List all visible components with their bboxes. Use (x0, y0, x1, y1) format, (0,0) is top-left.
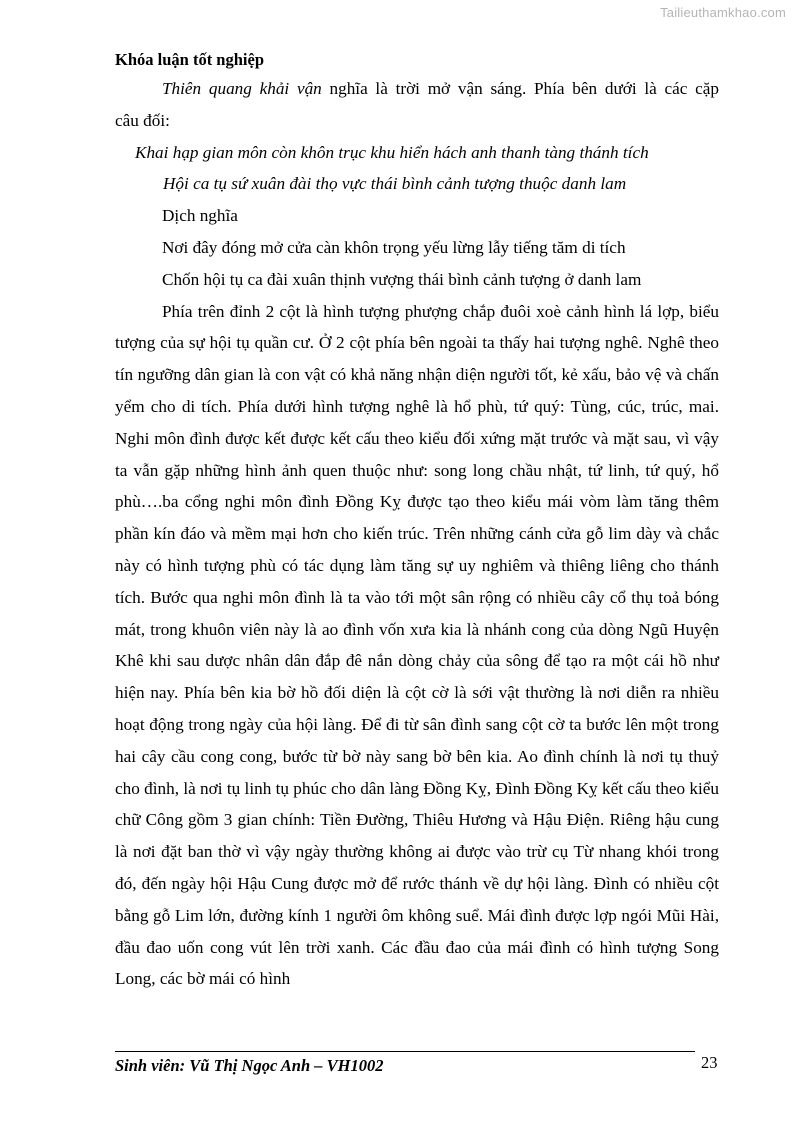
watermark: Tailieuthamkhao.com (660, 5, 786, 20)
translation-line-1: Nơi đây đóng mở cửa càn khôn trọng yếu lừng lẫy tiếng tăm di tích (162, 237, 626, 257)
couplet-verse-1 (115, 137, 719, 169)
footer-student-name: Sinh viên: Vũ Thị Ngọc Anh – VH1002 (115, 1056, 384, 1075)
body-paragraph: Phía trên đỉnh 2 cột là hình tượng phượng chắp đuôi xoè cảnh hình lá lợp, biểu tượng của sự hội tụ quần cư. Ở 2 cột phía bên ngoài ta thấy hai tượng nghê. Nghê theo tín ngưỡng dân gian là con vật có khả năng nhận diện người tốt, kẻ xấu, bảo vệ và chấn yểm cho di tích. Phía dưới hình tượng nghê là hổ phù, tứ quý: Tùng, cúc, trúc, mai. Nghi môn đình được kết được kết cấu theo kiểu đối xứng mặt trước và mặt sau, vì vậy ta vẫn gặp những hình ảnh quen thuộc như: song long chầu nhật, tứ linh, tứ quý, hổ phù….ba cổng nghi môn đình Đồng Kỵ được tạo theo kiểu mái vòm làm tăng thêm phần kín đáo và mềm mại hơn cho kiến trúc. Trên những cánh cửa gỗ lim dày và chắc này có hình tượng phù có tác dụng làm tăng sự uy nghiêm và thiêng liêng cho thánh tích. Bước qua nghi môn đình là ta vào tới một sân rộng có nhiều cây cổ thụ toả bóng mát, trong khuôn viên này là ao đình vốn xưa kia là nhánh cong của dòng Ngũ Huyện Khê khi sau dược nhân dân đắp đê nắn dòng chảy của sông để tạo ra một cái hồ như hiện nay. Phía bên kia bờ hồ đối diện là cột cờ là sới vật thường là nơi diễn ra nhiều hoạt động trong ngày của hội làng. Để đi từ sân đình sang cột cờ ta bước lên một trong hai cây cầu cong cong, bước từ bờ này sang bờ bên kia. Ao đình chính là nơi tụ thuỷ cho đình, là nơi tụ linh tụ phúc cho dân làng Đồng Kỵ, Đình Đồng Kỵ kết cấu theo kiểu chữ Công gồm 3 gian chính: Tiền Đường, Thiêu Hương và Hậu Điện. Riêng hậu cung là nơi đặt ban thờ vì vậy ngày thường không ai được vào trừ cụ Từ nhang khói trong đó, đến ngày hội Hậu Cung được mở để rước thánh về dự hội làng. Đình có nhiều cột bằng gỗ Lim lớn, đường kính 1 người ôm không suể. Mái đình được lợp ngói Mũi Hài, đầu đao uốn cong vút lên trời xanh. Các đầu đao của mái đình có hình tượng Song Long, các bờ mái có hình (115, 301, 719, 989)
couplet-verse-2-text: Hội ca tụ sứ xuân đài thọ vực thái bình cảnh tượng thuộc danh lam (163, 174, 627, 194)
intro-italic-phrase: Thiên quang khải vận (162, 79, 322, 98)
page-header-title: Khóa luận tốt nghiệp (115, 50, 264, 69)
intro-line-2: câu đối: (115, 110, 170, 130)
footer-divider (115, 1051, 695, 1052)
couplet-verse-2 (115, 168, 719, 200)
couplet-verse-1-text: Khai hạp gian môn còn khôn trục khu hiển hách anh thanh tàng thánh tích (135, 142, 649, 162)
translation-line-2: Chốn hội tụ ca đài xuân thịnh vượng thái bình cảnh tượng ở danh lam (162, 269, 642, 289)
intro-line-1-rest: nghĩa là trời mở vận sáng. Phía bên dưới là các cặp (321, 79, 719, 98)
intro-line-1 (115, 73, 719, 105)
page-number: 23 (701, 1053, 718, 1072)
document-body (115, 73, 719, 995)
translation-label: Dịch nghĩa (162, 206, 238, 226)
